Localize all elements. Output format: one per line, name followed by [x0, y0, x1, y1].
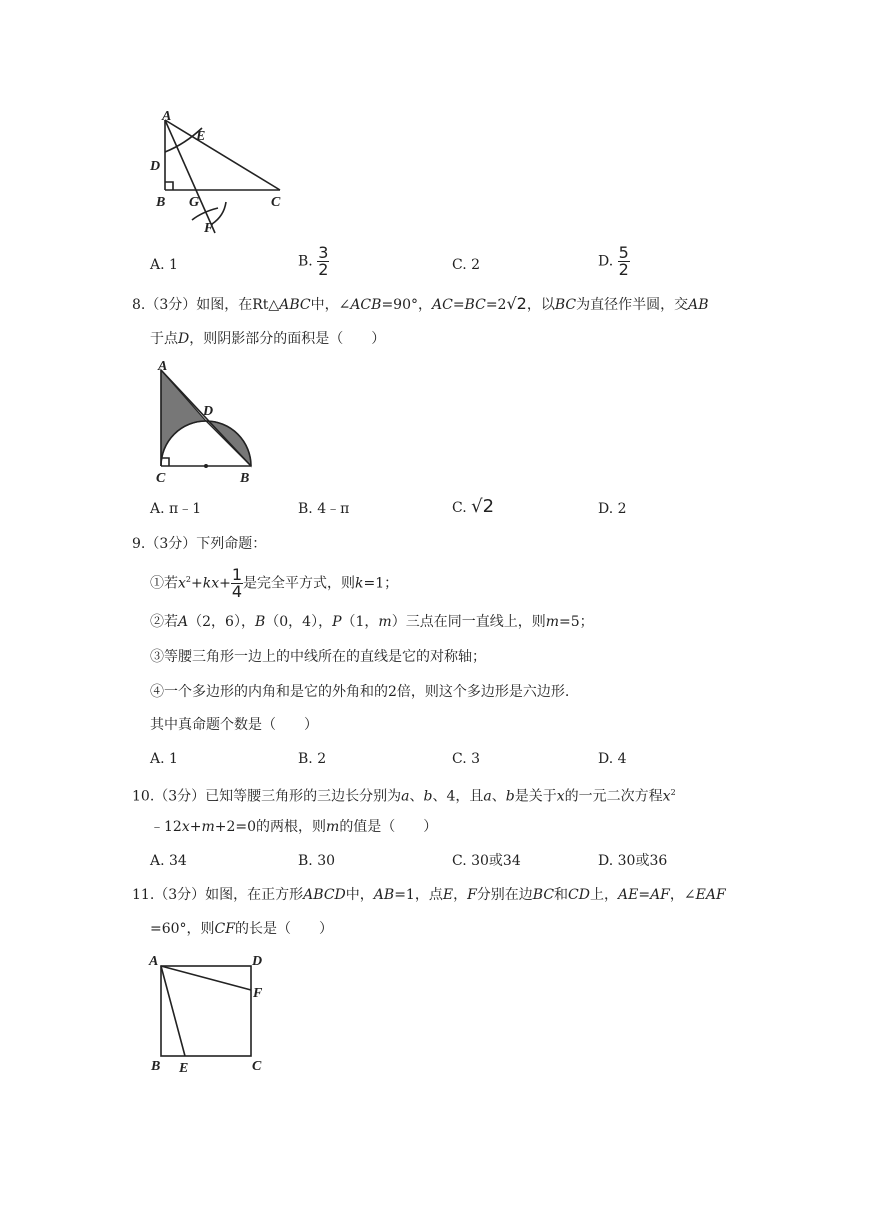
q7-label-f: F: [204, 221, 214, 236]
q7-option-d: [598, 245, 630, 278]
q7-option-c: C. 2: [452, 257, 481, 273]
q7-option-a: A. 1: [150, 257, 178, 273]
q11-label-c: C: [252, 1059, 262, 1074]
q8-option-d: D. 2: [598, 501, 627, 517]
q11-label-e: E: [179, 1061, 189, 1076]
q7-label-g: G: [189, 195, 200, 210]
q9-option-c: C. 3: [452, 751, 481, 767]
q9-proposition-2: ②若A（2，6），B（0，4），P（1，m）三点在同一直线上，则m=5；: [150, 614, 594, 630]
q7-option-d-frac: [618, 245, 630, 278]
q7-option-b-den: 2: [318, 260, 329, 279]
q7-figure: [140, 108, 300, 238]
q11-label-f: F: [253, 986, 263, 1001]
q8-label-c: C: [156, 471, 166, 486]
q10-option-b: B. 30: [298, 853, 336, 869]
q10-option-d: D. 30或36: [598, 853, 668, 869]
q7-option-b: [298, 245, 329, 278]
q11-label-d: D: [252, 954, 263, 969]
q11-stem-line1: 11.（3分）如图，在正方形ABCD中，AB=1，点E，F分别在边BC和CD上，AE=AF，∠EAF: [132, 887, 726, 903]
q9-proposition-3: ③等腰三角形一边上的中线所在的直线是它的对称轴；: [150, 649, 486, 665]
q10-stem-line1: 10.（3分）已知等腰三角形的三边长分别为a、b、4，且a、b是关于x的一元二次方程$x^2$: [132, 788, 676, 805]
q8-option-c-sqrt: √2: [471, 496, 495, 517]
q11-stem-line2: =60°，则CF的长是（ ）: [150, 921, 333, 937]
q8-option-a: A. π﹣1: [150, 501, 202, 517]
q8-option-b: B. 4﹣π: [298, 501, 350, 517]
q7-option-d-num: 5: [618, 243, 629, 262]
q7-label-c: C: [271, 195, 281, 210]
q7-label-d: D: [150, 159, 161, 174]
q9-option-a: A. 1: [150, 751, 178, 767]
q8-label-b: B: [240, 471, 250, 486]
q7-label-e: E: [196, 129, 206, 144]
q11-figure: [145, 948, 275, 1076]
q7-option-b-prefix: B.: [298, 253, 313, 270]
q10-option-c: C. 30或34: [452, 853, 521, 869]
q9-option-b: B. 2: [298, 751, 327, 767]
q8-stem-line1: 8.（3分）如图，在Rt△ABC中，∠ACB=90°，AC=BC=2√2，以BC为直径作半圆，交AB: [132, 294, 709, 313]
q9-p1-frac: $\frac{1}{4}$: [231, 565, 243, 601]
q8-figure: [148, 360, 268, 490]
q8-label-d: D: [203, 404, 214, 419]
q9-proposition-4: ④一个多边形的内角和是它的外角和的2倍，则这个多边形是六边形.: [150, 684, 570, 700]
q10-stem-line2: ﹣12x+m+2=0的两根，则m的值是（ ）: [150, 819, 438, 835]
q8-sqrt2: √2: [506, 294, 527, 313]
q7-label-a: A: [162, 109, 172, 124]
q9-option-d: D. 4: [598, 751, 627, 767]
q11-label-a: A: [149, 954, 159, 969]
q8-option-c: C. √2: [452, 496, 495, 517]
q11-label-b: B: [151, 1059, 161, 1074]
q7-option-d-prefix: D.: [598, 253, 614, 270]
q8-stem-line2: 于点D，则阴影部分的面积是（ ）: [150, 331, 386, 347]
q7-label-b: B: [156, 195, 166, 210]
q10-option-a: A. 34: [150, 853, 187, 869]
q8-label-a: A: [158, 360, 168, 374]
q9-proposition-1: ①若$x^2+kx+$ $\frac{1}{4}$ 是完全平方式，则k=1；: [150, 565, 399, 601]
q7-option-d-den: 2: [618, 260, 629, 279]
q7-option-b-num: 3: [318, 243, 329, 262]
q9-ask: 其中真命题个数是（ ）: [150, 717, 318, 733]
q7-option-b-frac: [317, 245, 329, 278]
q9-stem: 9.（3分）下列命题：: [132, 536, 267, 552]
